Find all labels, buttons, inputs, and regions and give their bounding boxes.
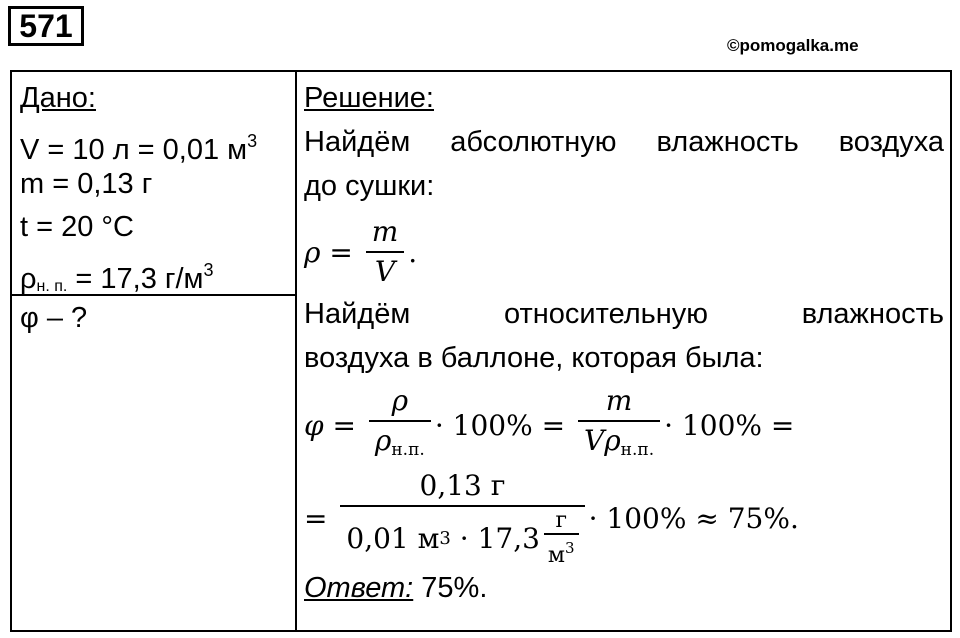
- given-mass: m = 0,13 г: [20, 168, 153, 200]
- solution-header: Решение:: [304, 82, 434, 114]
- formula-humidity: φ = $\frac{\rho}{\rho н.п.}$ · 100% = $\frac{m}{\text{Vρн.п.}}$ · 100% =: [304, 383, 795, 460]
- given-temperature: t = 20 °C: [20, 211, 134, 243]
- problem-number: 571: [8, 6, 84, 46]
- given-section: [20, 78, 257, 293]
- given-header: Дано:: [20, 82, 96, 114]
- column-divider: [295, 72, 297, 630]
- formula-density: ρ = $\frac{m}{V}$ .: [304, 215, 418, 288]
- answer: Ответ: 75%.: [304, 572, 488, 604]
- step1-text: Найдём абсолютную влажность воздуха: [304, 126, 944, 158]
- given-density: ρн. п. = 17,3 $г/м^3$: [20, 260, 214, 295]
- solution-table: [10, 70, 952, 632]
- step1-cont: до сушки:: [304, 170, 435, 202]
- step2-text: Найдём относительную влажность: [304, 298, 944, 330]
- formula-result: = 0,13 г 0,01 м 3 · 17,3 г $м^3$ · 100% ≈ 75%.: [304, 469, 799, 568]
- solution-section: [304, 78, 944, 612]
- step2-cont: воздуха в баллоне, которая была:: [304, 342, 764, 374]
- given-volume: V = 10 л = 0,01 $м^3$: [20, 131, 258, 166]
- find-section: φ – ?: [20, 302, 88, 334]
- watermark: ©pomogalka.me: [727, 36, 859, 55]
